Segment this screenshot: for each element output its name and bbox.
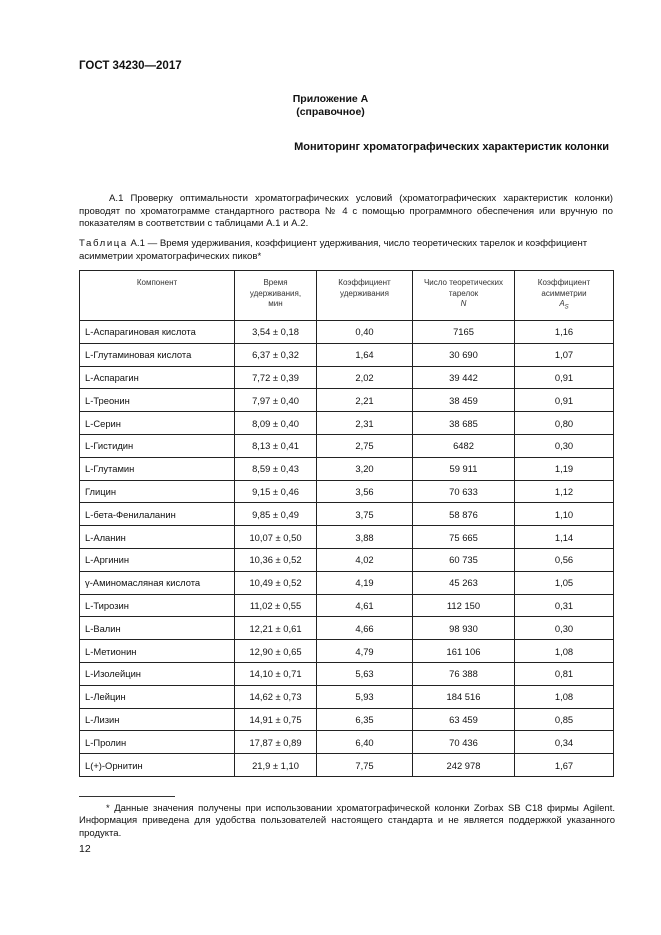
table-row: [80, 389, 614, 412]
value-cell: 3,56: [317, 480, 413, 503]
value-cell: 9,15 ± 0,46: [235, 480, 317, 503]
table-row: [80, 434, 614, 457]
value-cell: 3,20: [317, 457, 413, 480]
value-cell: 161 106: [413, 640, 515, 663]
value-cell: 8,59 ± 0,43: [235, 457, 317, 480]
value-cell: 76 388: [413, 662, 515, 685]
value-cell: 1,10: [515, 503, 614, 526]
value-cell: 9,85 ± 0,49: [235, 503, 317, 526]
value-cell: 3,54 ± 0,18: [235, 321, 317, 344]
section-title: Мониторинг хроматографических характеристик колонки: [294, 141, 609, 153]
appendix-title: Приложение А: [292, 93, 369, 105]
value-cell: 0,91: [515, 366, 614, 389]
component-name-cell: L-Серин: [80, 412, 235, 435]
table-body: [80, 321, 614, 777]
table-row: [80, 548, 614, 571]
value-cell: 8,09 ± 0,40: [235, 412, 317, 435]
value-cell: 184 516: [413, 685, 515, 708]
value-cell: 2,02: [317, 366, 413, 389]
value-cell: 2,31: [317, 412, 413, 435]
appendix-subtitle: (справочное): [296, 106, 365, 118]
value-cell: 11,02 ± 0,55: [235, 594, 317, 617]
component-name-cell: Глицин: [80, 480, 235, 503]
component-name-cell: L-Пролин: [80, 731, 235, 754]
component-name-cell: L-Тирозин: [80, 594, 235, 617]
header-theoretical-plates: Число теоретических тарелок N: [413, 271, 515, 321]
value-cell: 1,08: [515, 640, 614, 663]
footnote-text: * Данные значения получены при использовании хроматографической колонки Zorbax SB C18 фирмы Agilent. Информация приведена для удобства пользователей настоящего стандарта и не является поддержкой указанного продукта.: [79, 803, 615, 839]
value-cell: 1,07: [515, 343, 614, 366]
value-cell: 0,40: [317, 321, 413, 344]
component-name-cell: γ-Аминомасляная кислота: [80, 571, 235, 594]
component-name-cell: L-Глутаминовая кислота: [80, 343, 235, 366]
value-cell: 1,05: [515, 571, 614, 594]
value-cell: 70 633: [413, 480, 515, 503]
value-cell: 4,61: [317, 594, 413, 617]
value-cell: 1,12: [515, 480, 614, 503]
footnote-divider: [79, 796, 175, 797]
value-cell: 0,30: [515, 434, 614, 457]
value-cell: 4,66: [317, 617, 413, 640]
value-cell: 7165: [413, 321, 515, 344]
value-cell: 21,9 ± 1,10: [235, 754, 317, 777]
table-row: [80, 685, 614, 708]
value-cell: 10,36 ± 0,52: [235, 548, 317, 571]
table-row: [80, 343, 614, 366]
table-row: [80, 480, 614, 503]
component-name-cell: L-Аланин: [80, 526, 235, 549]
value-cell: 59 911: [413, 457, 515, 480]
retention-table: [79, 270, 614, 777]
value-cell: 6482: [413, 434, 515, 457]
value-cell: 58 876: [413, 503, 515, 526]
value-cell: 14,10 ± 0,71: [235, 662, 317, 685]
value-cell: 0,34: [515, 731, 614, 754]
value-cell: 1,14: [515, 526, 614, 549]
value-cell: 0,91: [515, 389, 614, 412]
value-cell: 2,21: [317, 389, 413, 412]
intro-paragraph: [79, 193, 613, 231]
value-cell: 0,30: [515, 617, 614, 640]
value-cell: 4,79: [317, 640, 413, 663]
table-row: [80, 526, 614, 549]
value-cell: 17,87 ± 0,89: [235, 731, 317, 754]
value-cell: 39 442: [413, 366, 515, 389]
component-name-cell: L-Лизин: [80, 708, 235, 731]
component-name-cell: L-Метионин: [80, 640, 235, 663]
value-cell: 38 459: [413, 389, 515, 412]
table-row: [80, 662, 614, 685]
value-cell: 1,67: [515, 754, 614, 777]
value-cell: 10,07 ± 0,50: [235, 526, 317, 549]
value-cell: 60 735: [413, 548, 515, 571]
value-cell: 242 978: [413, 754, 515, 777]
value-cell: 2,75: [317, 434, 413, 457]
component-name-cell: L-Валин: [80, 617, 235, 640]
component-name-cell: L-Аспарагиновая кислота: [80, 321, 235, 344]
table-row: [80, 412, 614, 435]
paragraph-text: А.1 Проверку оптимальности хроматографических условий (хроматографических характеристик колонки) проводят по хроматограмме стандартного раствора № 4 с помощью программного обеспечения или вручную по показателям в соответствии с таблицами А.1 и А.2.: [79, 193, 613, 230]
footnote: [79, 803, 615, 840]
table-caption-label: Таблица: [79, 238, 128, 249]
table-row: [80, 457, 614, 480]
table-caption-text: А.1 — Время удерживания, коэффициент удерживания, число теоретических тарелок и коэффициент асимметрии хроматографических пиков*: [79, 238, 588, 262]
value-cell: 1,08: [515, 685, 614, 708]
value-cell: 70 436: [413, 731, 515, 754]
component-name-cell: L-Лейцин: [80, 685, 235, 708]
table-row: [80, 640, 614, 663]
value-cell: 6,35: [317, 708, 413, 731]
value-cell: 1,16: [515, 321, 614, 344]
value-cell: 75 665: [413, 526, 515, 549]
value-cell: 3,75: [317, 503, 413, 526]
value-cell: 6,40: [317, 731, 413, 754]
value-cell: 14,62 ± 0,73: [235, 685, 317, 708]
value-cell: 0,80: [515, 412, 614, 435]
component-name-cell: L-Гистидин: [80, 434, 235, 457]
component-name-cell: L-Изолейцин: [80, 662, 235, 685]
table-row: [80, 503, 614, 526]
value-cell: 0,81: [515, 662, 614, 685]
page-number: 12: [79, 843, 91, 855]
value-cell: 98 930: [413, 617, 515, 640]
table-row: [80, 708, 614, 731]
value-cell: 10,49 ± 0,52: [235, 571, 317, 594]
value-cell: 112 150: [413, 594, 515, 617]
table-row: [80, 571, 614, 594]
table-row: [80, 321, 614, 344]
header-retention-time: Время удерживания, мин: [235, 271, 317, 321]
component-name-cell: L-Аргинин: [80, 548, 235, 571]
table-caption: [79, 238, 615, 263]
value-cell: 7,72 ± 0,39: [235, 366, 317, 389]
value-cell: 7,97 ± 0,40: [235, 389, 317, 412]
component-name-cell: L(+)-Орнитин: [80, 754, 235, 777]
value-cell: 0,85: [515, 708, 614, 731]
value-cell: 6,37 ± 0,32: [235, 343, 317, 366]
value-cell: 38 685: [413, 412, 515, 435]
component-name-cell: L-Аспарагин: [80, 366, 235, 389]
header-asymmetry: Коэффициент асимметрии $A_S$: [515, 271, 614, 321]
value-cell: 1,64: [317, 343, 413, 366]
value-cell: 0,31: [515, 594, 614, 617]
value-cell: 45 263: [413, 571, 515, 594]
table-header-row: [80, 271, 614, 321]
table-row: [80, 617, 614, 640]
value-cell: 30 690: [413, 343, 515, 366]
header-component: Компонент: [80, 271, 235, 321]
component-name-cell: L-Треонин: [80, 389, 235, 412]
value-cell: 0,56: [515, 548, 614, 571]
value-cell: 4,02: [317, 548, 413, 571]
table-row: [80, 366, 614, 389]
value-cell: 5,63: [317, 662, 413, 685]
value-cell: 7,75: [317, 754, 413, 777]
table-row: [80, 731, 614, 754]
value-cell: 1,19: [515, 457, 614, 480]
value-cell: 14,91 ± 0,75: [235, 708, 317, 731]
component-name-cell: L-Глутамин: [80, 457, 235, 480]
header-retention-factor: Коэффициент удерживания: [317, 271, 413, 321]
value-cell: 5,93: [317, 685, 413, 708]
value-cell: 12,21 ± 0,61: [235, 617, 317, 640]
document-header: ГОСТ 34230—2017: [79, 60, 182, 72]
value-cell: 4,19: [317, 571, 413, 594]
value-cell: 63 459: [413, 708, 515, 731]
value-cell: 8,13 ± 0,41: [235, 434, 317, 457]
table-row: [80, 594, 614, 617]
component-name-cell: L-бета-Фенилаланин: [80, 503, 235, 526]
value-cell: 12,90 ± 0,65: [235, 640, 317, 663]
table-row: [80, 754, 614, 777]
value-cell: 3,88: [317, 526, 413, 549]
